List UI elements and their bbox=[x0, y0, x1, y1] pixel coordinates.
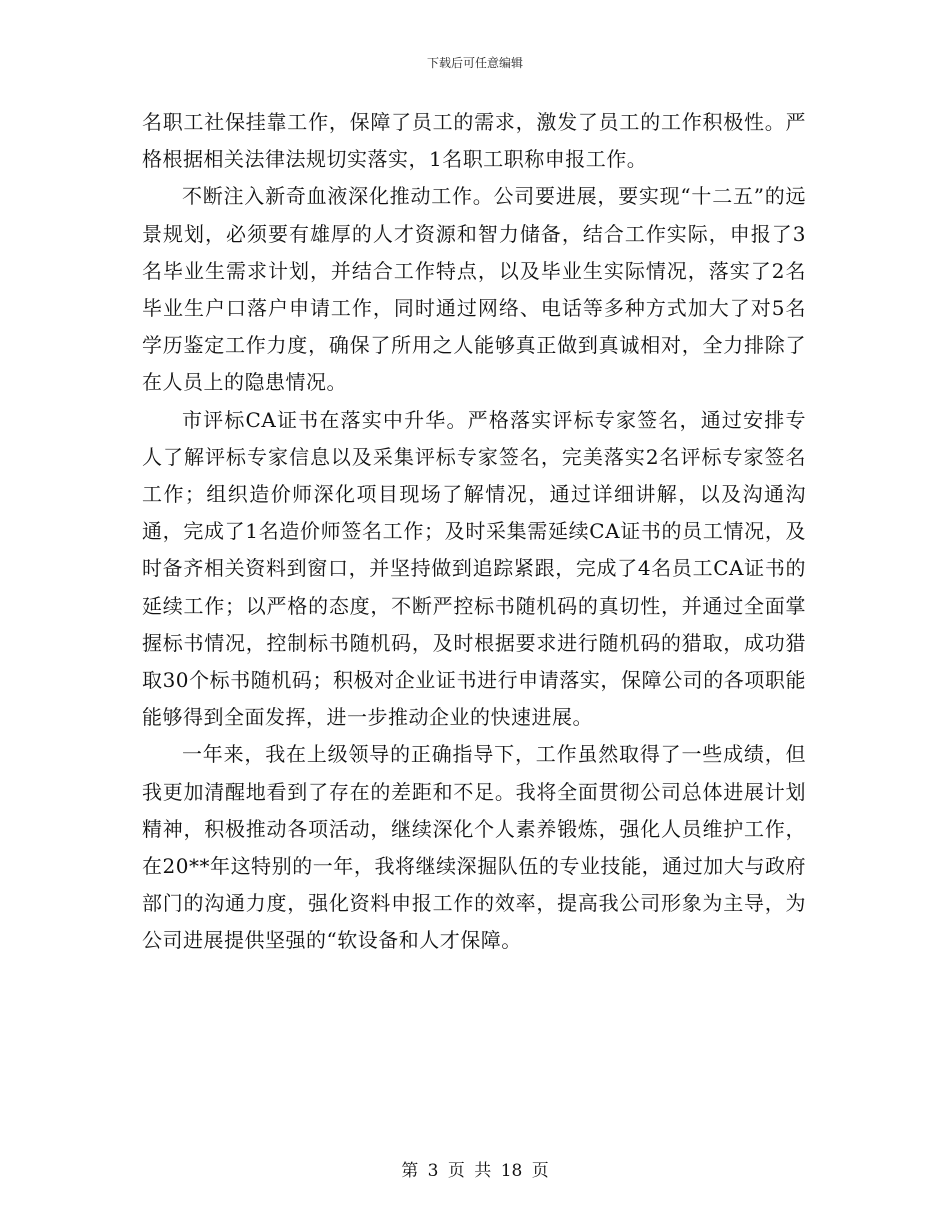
paragraph-new-talent: 不断注入新奇血液深化推动工作。公司要进展，要实现“十二五”的远景规划，必须要有雄厚的人才资源和智力储备，结合工作实际，申报了3名毕业生需求计划，并结合工作特点，以及毕业生实际情况，落实了2名毕业生户口落户申请工作，同时通过网络、电话等多种方式加大了对5名学历鉴定工作力度，确保了所用之人能够真正做到真诚相对，全力排除了在人员上的隐患情况。 bbox=[142, 184, 806, 395]
paragraph-summary: 一年来，我在上级领导的正确指导下，工作虽然取得了一些成绩，但我更加清醒地看到了存在的差距和不足。我将全面贯彻公司总体进展计划精神，积极推动各项活动，继续深化个人素养锻炼，强化人员维护工作，在20**年这特别的一年，我将继续深掘队伍的专业技能，通过加大与政府部门的沟通力度，强化资料申报工作的效率，提高我公司形象为主导，为公司进展提供坚强的“软设备和人才保障。 bbox=[142, 742, 806, 953]
page-number-footer: 第 3 页 共 18 页 bbox=[401, 1161, 549, 1181]
document-body bbox=[142, 104, 806, 960]
paragraph-continuation: 名职工社保挂靠工作，保障了员工的需求，激发了员工的工作积极性。严格根据相关法律法规切实落实，1名职工职称申报工作。 bbox=[142, 110, 806, 172]
page-header-note: 下载后可任意编辑 bbox=[426, 56, 523, 70]
paragraph-ca-certificate: 市评标CA证书在落实中升华。严格落实评标专家签名，通过安排专人了解评标专家信息以及采集评标专家签名，完美落实2名评标专家签名工作；组织造价师深化项目现场了解情况，通过详细讲解，以及沟通沟通，完成了1名造价师签名工作；及时采集需延续CA证书的员工情况，及时备齐相关资料到窗口，并坚持做到追踪紧跟，完成了4名员工CA证书的延续工作；以严格的态度，不断严控标书随机码的真切性，并通过全面掌握标书情况，控制标书随机码，及时根据要求进行随机码的猎取，成功猎取30个标书随机码；积极对企业证书进行申请落实，保障公司的各项职能能够得到全面发挥，进一步推动企业的快速进展。 bbox=[142, 407, 806, 730]
